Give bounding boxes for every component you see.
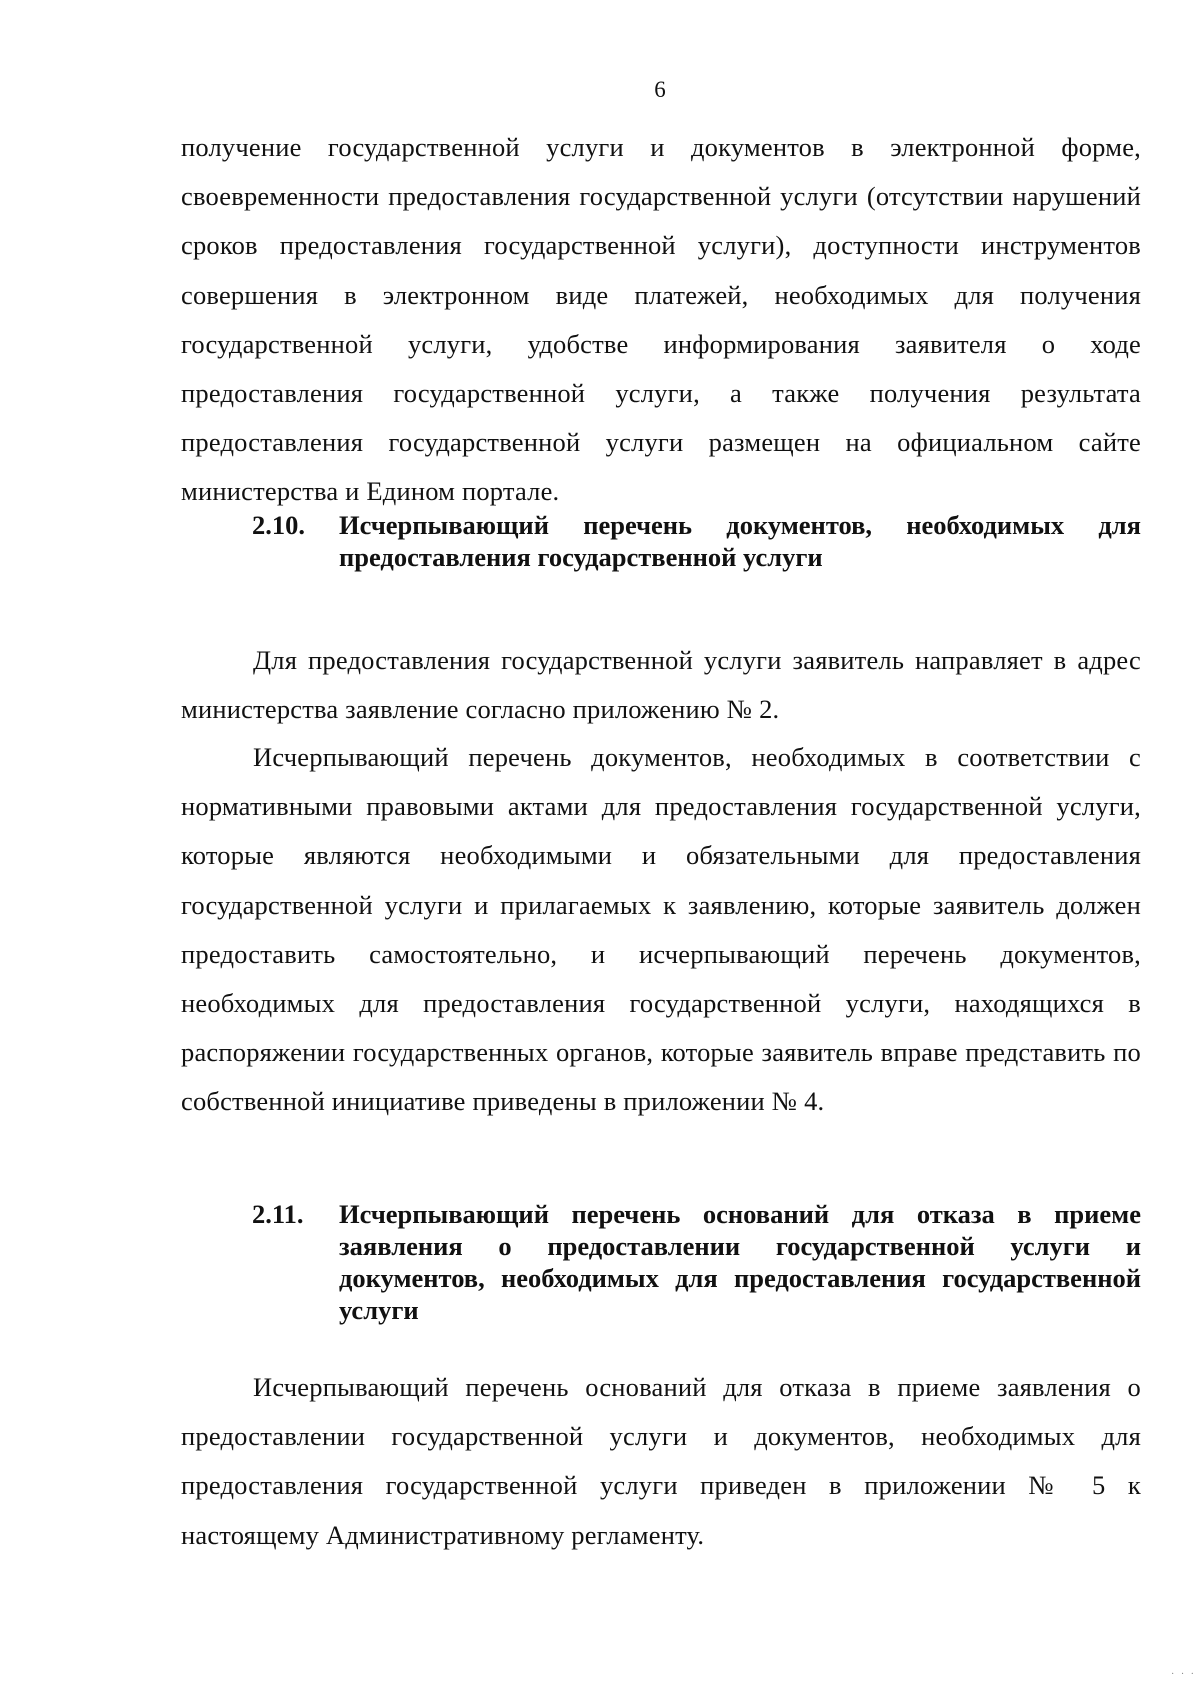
paragraph-document-list: Исчерпывающий перечень документов, необходимых в соответствии с нормативными правовыми актами для предоставления государственной услуги, которые являются необходимыми и обязательными для предоставления государственной услуги и прилагаемых к заявлению, которые заявитель должен предоставить самостоятельно, и исчерпывающий перечень документов, необходимых для предоставления государственной услуги, находящихся в распоряжении государственных органов, которые заявитель вправе представить по собственной инициативе приведены в приложении № 4. [181, 742, 1141, 1117]
section-number: 2.11. [252, 1199, 304, 1229]
page-number: 6 [654, 77, 666, 102]
section-heading-2-11 [252, 1198, 1141, 1326]
section-title: Исчерпывающий перечень оснований для отказа в приеме заявления о предоставлении государственной услуги и документов, необходимых для предоставления государственной услуги [339, 1199, 1141, 1325]
section-title: Исчерпывающий перечень документов, необходимых для предоставления государственной услуги [339, 510, 1141, 572]
paragraph-continuation: получение государственной услуги и документов в электронной форме, своевременности предоставления государственной услуги (отсутствии нарушений сроков предоставления государственной услуги), доступности инструментов совершения в электронном виде платежей, необходимых для получения государственной услуги, удобстве информирования заявителя о ходе предоставления государственной услуги, а также получения результата предоставления государственной услуги размещен на официальном сайте министерства и Едином портале. [181, 132, 1141, 507]
section-number: 2.10. [252, 510, 305, 540]
scan-edge-mark: · · · [1171, 1669, 1196, 1680]
section-heading-2-10 [252, 509, 1141, 573]
paragraph-application: Для предоставления государственной услуги заявитель направляет в адрес министерства заявление согласно приложению № 2. [181, 645, 1141, 725]
paragraph-refusal-grounds: Исчерпывающий перечень оснований для отказа в приеме заявления о предоставлении государственной услуги и документов, необходимых для предоставления государственной услуги приведен в приложении № 5 к настоящему Административному регламенту. [181, 1372, 1141, 1550]
